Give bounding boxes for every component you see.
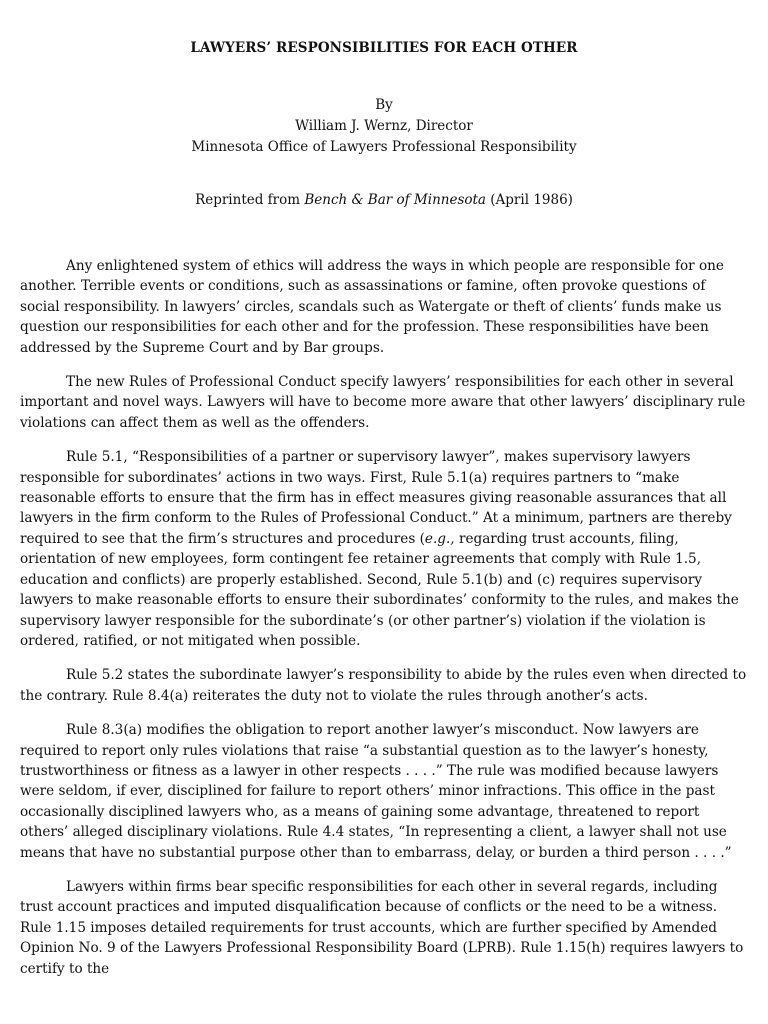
paragraph-6: Lawyers within firms bear specific responsibilities for each other in several regards, including trust account practices and imputed disqualification because of conflicts or the need to be a witness. Rule 1.15 imposes detailed requirements for trust accounts, which are further specified by Amended Opinion No. 9 of the Lawyers Professional Responsibility Board (LPRB). Rule 1.15(h) requires lawyers to certify to the bbox=[20, 878, 744, 977]
paragraph-3-after: regarding trust accounts, filing, orientation of new employees, form contingent fee retainer agreements that comply with Rule 1.5, education and conflicts) are properly established. Second, Rule 5.1(b) and (c) requires supervisory lawyers to make reasonable efforts to ensure their subordinates’ conformity to the rules, and makes the supervisory lawyer responsible for the subordinate’s (or other partner’s) violation if the violation is ordered, ratified, or not mitigated when possible. bbox=[20, 530, 739, 649]
document-title: LAWYERS’ RESPONSIBILITIES FOR EACH OTHER bbox=[190, 40, 578, 56]
reprint-suffix: (April 1986) bbox=[485, 192, 573, 208]
reprint-publication: Bench & Bar of Minnesota bbox=[304, 192, 486, 208]
paragraph-3-italic: e.g., bbox=[424, 530, 455, 547]
byline-office: Minnesota Office of Lawyers Professional Responsibility bbox=[191, 139, 577, 155]
paragraph-2: The new Rules of Professional Conduct specify lawyers’ responsibilities for each other in several important and novel ways. Lawyers will have to become more aware that other lawyers’ disciplinary rule violations can affect them as well as the offenders. bbox=[20, 374, 746, 431]
paragraph-5: Rule 8.3(a) modifies the obligation to report another lawyer’s misconduct. Now lawyers are required to report only rules violations that raise “a substantial question as to the lawyer’s honesty, trustworthiness or fitness as a lawyer in other respects . . . .” The rule was modified because lawyers were seldom, if ever, disciplined for failure to report others’ minor infractions. This office in the past occasionally disciplined lawyers who, as a means of gaining some advantage, threatened to report others’ alleged disciplinary violations. Rule 4.4 states, “In representing a client, a lawyer shall not use means that have no substantial purpose other than to embarrass, delay, or burden a third person . . . .” bbox=[20, 722, 732, 861]
byline-by: By bbox=[375, 97, 393, 113]
byline bbox=[20, 95, 748, 158]
byline-author: William J. Wernz, Director bbox=[295, 118, 473, 134]
paragraph-3-before: Rule 5.1, “Responsibilities of a partner or supervisory lawyer”, makes supervisory lawyers responsible for subordinates’ actions in two ways. First, Rule 5.1(a) requires partners to “make reasonable efforts to ensure that the firm has in effect measures giving reasonable assurances that all lawyers in the firm conform to the Rules of Professional Conduct.” At a minimum, partners are thereby required to see that the firm’s structures and procedures ( bbox=[20, 449, 732, 547]
reprint-note bbox=[20, 192, 748, 208]
paragraph-4: Rule 5.2 states the subordinate lawyer’s responsibility to abide by the rules even when directed to the contrary. Rule 8.4(a) reiterates the duty not to violate the rules through another’s acts. bbox=[20, 667, 747, 704]
paragraph-1: Any enlightened system of ethics will address the ways in which people are responsible for one another. Terrible events or conditions, such as assassinations or famine, often provoke questions of social responsibility. In lawyers’ circles, scandals such as Watergate or theft of clients’ funds make us question our responsibilities for each other and for the profession. These responsibilities have been addressed by the Supreme Court and by Bar groups. bbox=[20, 258, 724, 356]
reprint-prefix: Reprinted from bbox=[195, 192, 305, 208]
paragraph-3 bbox=[20, 447, 748, 651]
article-body bbox=[20, 256, 748, 993]
